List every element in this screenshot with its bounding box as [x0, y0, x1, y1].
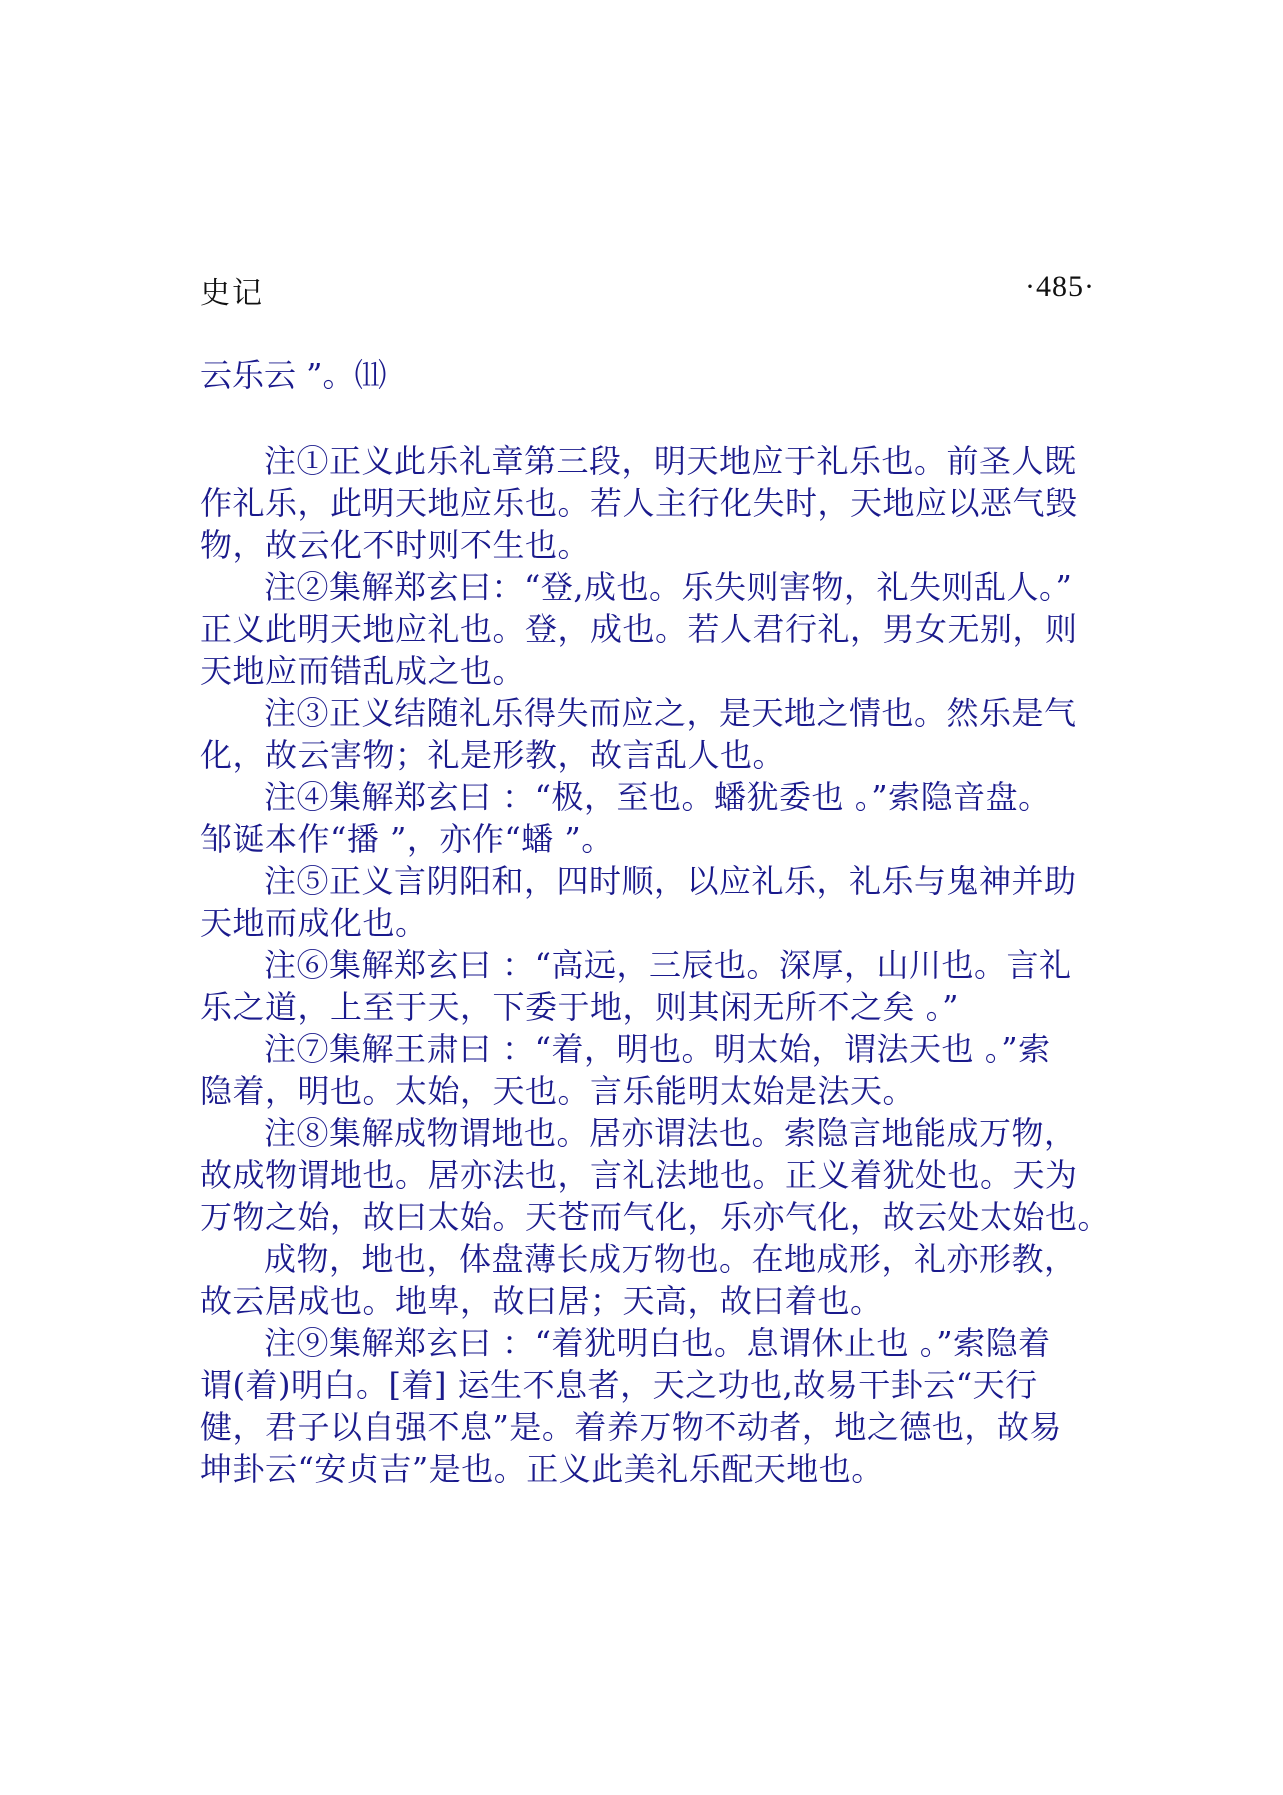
note-2-line-3: 天地应而错乱成之也。	[200, 652, 526, 690]
notes-section	[200, 440, 1111, 1490]
note-1-line-1: 注①正义此乐礼章第三段，明天地应于礼乐也。前圣人既	[264, 442, 1077, 480]
note-2-line-2: 正义此明天地应礼也。登，成也。若人君行礼，男女无别，则	[200, 610, 1078, 648]
lead-line: 云乐云 ”。⑾	[200, 356, 387, 394]
note-9-line-2: 谓(着)明白。[着] 运生不息者，天之功也,故易干卦云“天行	[200, 1366, 1038, 1404]
note-3-line-2: 化，故云害物；礼是形教，故言乱人也。	[200, 736, 786, 774]
note-7-line-2: 隐着，明也。太始，天也。言乐能明太始是法天。	[200, 1072, 916, 1110]
running-title: 史记	[200, 276, 264, 311]
note-6-line-1: 注⑥集解郑玄曰 ：“高远，三辰也。深厚，山川也。言礼	[264, 946, 1072, 984]
note-6-line-2: 乐之道，上至于天，下委于地，则其闲无所不之矣 。”	[200, 988, 960, 1026]
note-9-line-3: 健，君子以自强不息”是。着养万物不动者，地之德也，故易	[200, 1408, 1062, 1446]
continuation-line-1: 成物，地也，体盘薄长成万物也。在地成形，礼亦形教，	[264, 1240, 1077, 1278]
note-5-line-1: 注⑤正义言阴阳和，四时顺，以应礼乐，礼乐与鬼神并助	[264, 862, 1077, 900]
continuation-line-2: 故云居成也。地卑，故曰居；天高，故曰着也。	[200, 1282, 883, 1320]
note-2-line-1: 注②集解郑玄曰：“登,成也。乐失则害物，礼失则乱人。”	[264, 568, 1073, 606]
note-7-line-1: 注⑦集解王肃曰 ：“着，明也。明太始，谓法天也 。”索	[264, 1030, 1051, 1068]
note-8-line-3: 万物之始，故曰太始。天苍而气化，乐亦气化，故云处太始也。	[200, 1198, 1111, 1236]
page-number: ·485·	[1025, 270, 1095, 303]
note-5-line-2: 天地而成化也。	[200, 904, 428, 942]
note-1-line-3: 物，故云化不时则不生也。	[200, 526, 591, 564]
note-9-line-4: 坤卦云“安贞吉”是也。正义此美礼乐配天地也。	[200, 1450, 884, 1488]
note-9-line-1: 注⑨集解郑玄曰 ：“着犹明白也。息谓休止也 。”索隐着	[264, 1324, 1051, 1362]
note-4-line-2: 邹诞本作“播 ”，亦作“蟠 ”。	[200, 820, 614, 858]
note-4-line-1: 注④集解郑玄曰 ：“极，至也。蟠犹委也 。”索隐音盘。	[264, 778, 1051, 816]
note-8-line-2: 故成物谓地也。居亦法也，言礼法地也。正义着犹处也。天为	[200, 1156, 1078, 1194]
note-8-line-1: 注⑧集解成物谓地也。居亦谓法也。索隐言地能成万物，	[264, 1114, 1077, 1152]
note-3-line-1: 注③正义结随礼乐得失而应之，是天地之情也。然乐是气	[264, 694, 1077, 732]
note-1-line-2: 作礼乐，此明天地应乐也。若人主行化失时，天地应以恶气毁	[200, 484, 1078, 522]
